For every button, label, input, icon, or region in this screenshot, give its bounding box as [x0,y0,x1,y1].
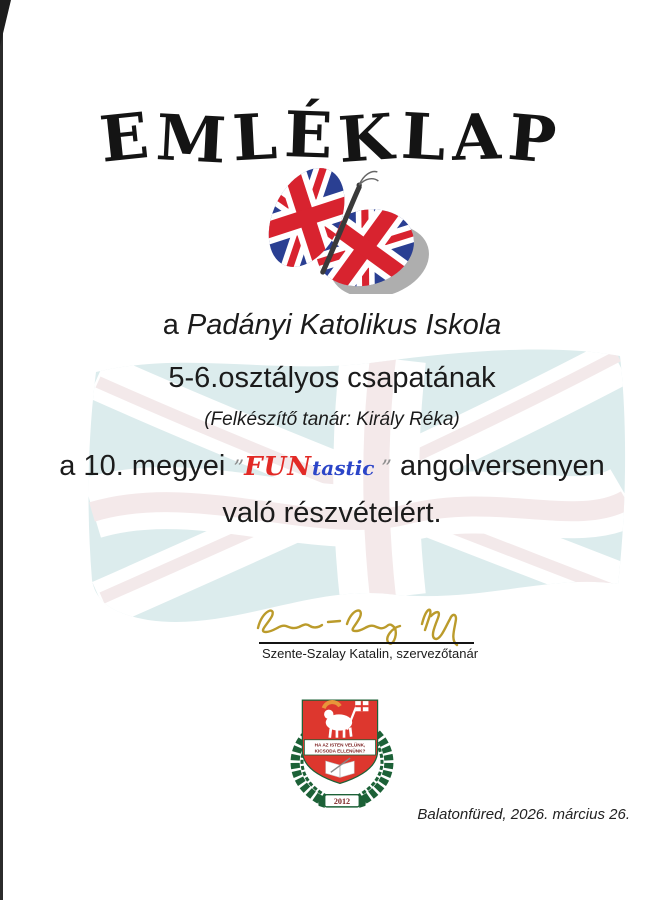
competition-suffix: angolversenyen [391,450,605,482]
tastic-text: tastic [312,456,375,480]
participation-line: való részvételért. [222,497,442,529]
page-title: EMLÉKLAP [96,97,567,179]
school-crest [283,695,401,815]
year-ribbon [318,795,367,808]
crest-motto-line1: HA AZ ISTEN VELÜNK, [314,742,366,748]
recipient-prefix: a [162,309,187,341]
close-quote: ” [374,456,392,480]
teacher-line: (Felkészítő tanár: Király Réka) [204,409,460,430]
competition-prefix: a 10. megyei [59,450,234,482]
crest-year: 2012 [333,796,351,806]
open-quote: ” [233,456,245,480]
crest-motto-line2: KICSODA ELLENÜNK? [314,748,366,754]
signature-underline [259,642,474,644]
signatory-name: Szente-Szalay Katalin, szervezőtanár [261,646,479,661]
scan-corner-mark [0,0,11,46]
recipient-line [0,310,664,342]
date-location-line: Balatonfüred, 2026. március 26. [417,806,630,823]
competition-line [0,451,664,483]
school-name: Padányi Katolikus Iskola [186,309,502,341]
union-jack-butterfly-icon [252,146,434,294]
team-line: 5-6.osztályos csapatának [168,362,496,394]
fun-text: FUN [244,452,313,482]
